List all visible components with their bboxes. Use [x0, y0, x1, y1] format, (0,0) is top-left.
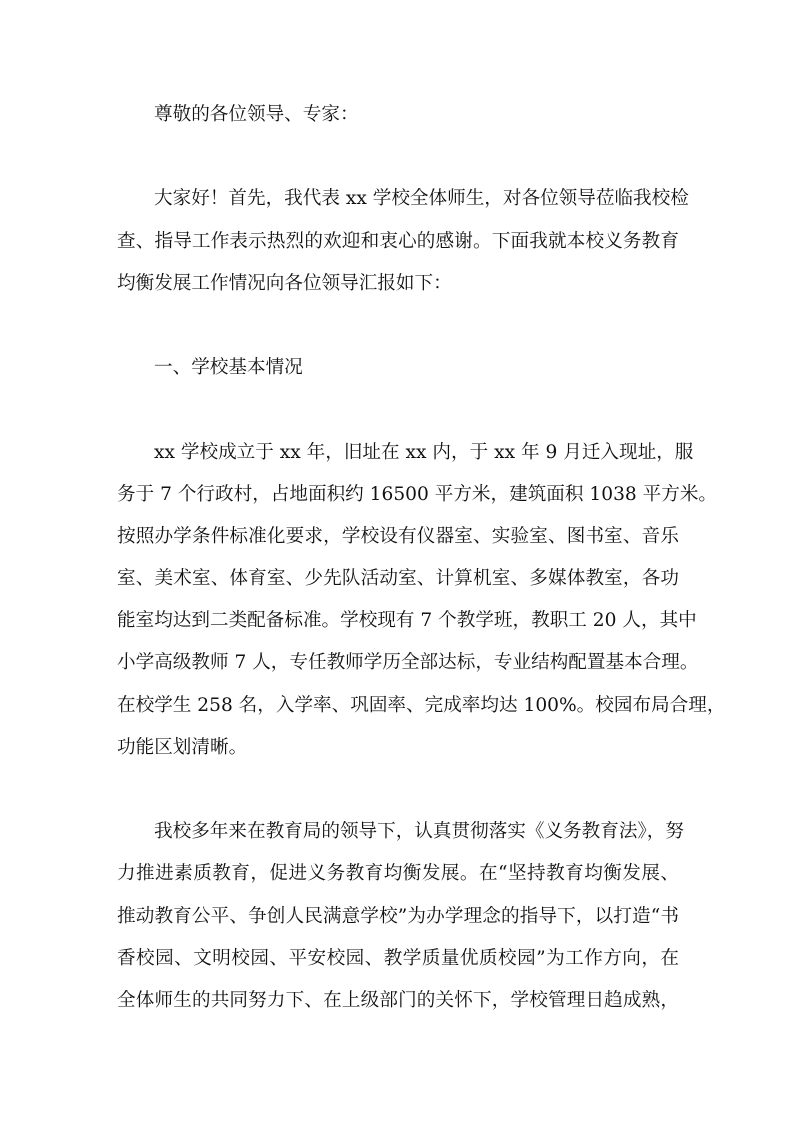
blank-line [117, 305, 679, 347]
paragraph-line: 推动教育公平、争创人民满意学校”为办学理念的指导下，以打造“书 [117, 905, 679, 927]
paragraph-line: 室、美术室、体育室、少先队活动室、计算机室、多媒体教室，各功 [117, 568, 679, 590]
paragraph-line: 力推进素质教育，促进义务教育均衡发展。在“坚持教育均衡发展、 [117, 863, 679, 885]
paragraph-line: 香校园、文明校园、平安校园、教学质量优质校园”为工作方向，在 [117, 947, 679, 969]
paragraph-development [117, 811, 684, 1022]
paragraph-line: 小学高级教师 7 人，专任教师学历全部达标，专业结构配置基本合理。 [117, 652, 699, 674]
paragraph-line: 按照办学条件标准化要求，学校设有仪器室、实验室、图书室、音乐 [117, 525, 679, 547]
salutation: 尊敬的各位领导、专家： [154, 104, 359, 125]
paragraph-school-basics [117, 432, 726, 770]
paragraph-line: 查、指导工作表示热烈的欢迎和衷心的感谢。下面我就本校义务教育 [117, 230, 679, 252]
blank-line [117, 389, 679, 431]
paragraph-line: 功能区划清晰。 [117, 736, 248, 758]
blank-line [117, 136, 679, 178]
paragraph-line: 均衡发展工作情况向各位领导汇报如下： [117, 272, 452, 294]
paragraph-line: 在校学生 258 名，入学率、巩固率、完成率均达 100%。校园布局合理， [117, 694, 726, 716]
blank-line [117, 769, 679, 811]
paragraph-line: 能室均达到二类配备标准。学校现有 7 个教学班，教职工 20 人，其中 [117, 610, 697, 632]
paragraph-greeting [117, 178, 689, 305]
paragraph-line: 大家好！首先，我代表 xx 学校全体师生，对各位领导莅临我校检 [154, 188, 689, 210]
paragraph-line: xx 学校成立于 xx 年，旧址在 xx 内，于 xx 年 9 月迁入现址，服 [154, 441, 694, 463]
section-heading [117, 347, 679, 389]
paragraph-line: 我校多年来在教育局的领导下，认真贯彻落实《义务教育法》，努 [154, 821, 684, 843]
document-page [117, 94, 726, 1022]
paragraph-line: 务于 7 个行政村，占地面积约 16500 平方米，建筑面积 1038 平方米。 [117, 483, 718, 505]
paragraph-line: 全体师生的共同努力下、在上级部门的关怀下，学校管理日趋成熟， [117, 989, 679, 1011]
section-heading-text: 一、学校基本情况 [154, 357, 303, 379]
